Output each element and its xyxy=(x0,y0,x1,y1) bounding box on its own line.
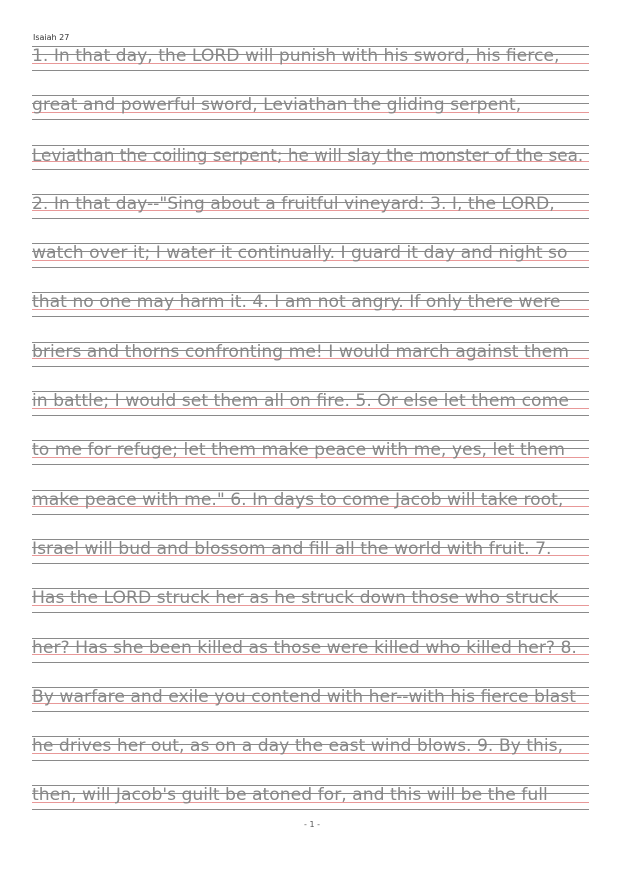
tracing-text-line: By warfare and exile you contend with her--with his fierce blast xyxy=(32,686,576,707)
guide-rule xyxy=(32,809,589,810)
guide-rule xyxy=(32,169,589,170)
guide-rule xyxy=(32,563,589,564)
practice-row xyxy=(32,687,589,736)
tracing-text-line: great and powerful sword, Leviathan the gliding serpent, xyxy=(32,95,522,116)
tracing-text-line: Leviathan the coiling serpent; he will slay the monster of the sea. xyxy=(32,144,584,165)
page-header: Isaiah 27 xyxy=(33,33,70,42)
practice-row xyxy=(32,588,589,637)
practice-row xyxy=(32,243,589,292)
practice-row xyxy=(32,95,589,144)
page-number: - 1 - xyxy=(304,820,320,829)
tracing-text-line: to me for refuge; let them make peace with me, yes, let them xyxy=(32,440,565,461)
tracing-text-line: that no one may harm it. 4. I am not angry. If only there were xyxy=(32,292,561,313)
guide-rule xyxy=(32,119,589,120)
guide-rule xyxy=(32,267,589,268)
guide-rule xyxy=(32,464,589,465)
tracing-text-line: her? Has she been killed as those were killed who killed her? 8. xyxy=(32,637,577,658)
practice-row xyxy=(32,391,589,440)
tracing-text-line: he drives her out, as on a day the east wind blows. 9. By this, xyxy=(32,736,564,757)
practice-row xyxy=(32,46,589,95)
tracing-text-line: then, will Jacob's guilt be atoned for, and this will be the full xyxy=(32,785,548,806)
tracing-text-line: Israel will bud and blossom and fill all the world with fruit. 7. xyxy=(32,538,552,559)
guide-rule xyxy=(32,415,589,416)
practice-row xyxy=(32,342,589,391)
practice-row xyxy=(32,145,589,194)
guide-rule xyxy=(32,514,589,515)
tracing-text-line: in battle; I would set them all on fire. 5. Or else let them come xyxy=(32,391,569,412)
guide-rule xyxy=(32,316,589,317)
guide-rule xyxy=(32,662,589,663)
guide-rule xyxy=(32,70,589,71)
practice-row xyxy=(32,440,589,489)
tracing-text-line: briers and thorns confronting me! I would march against them xyxy=(32,341,569,362)
practice-row xyxy=(32,539,589,588)
tracing-text-line: 2. In that day--"Sing about a fruitful vineyard: 3. I, the LORD, xyxy=(32,193,555,214)
guide-rule xyxy=(32,366,589,367)
guide-rule xyxy=(32,612,589,613)
tracing-text-line: 1. In that day, the LORD will punish with his sword, his fierce, xyxy=(32,46,560,66)
practice-row xyxy=(32,638,589,687)
guide-rule xyxy=(32,218,589,219)
practice-row xyxy=(32,490,589,539)
guide-rule xyxy=(32,760,589,761)
guide-rule xyxy=(32,711,589,712)
practice-row xyxy=(32,292,589,341)
practice-row xyxy=(32,736,589,785)
handwriting-practice-lines xyxy=(32,46,589,835)
practice-row xyxy=(32,194,589,243)
tracing-text-line: watch over it; I water it continually. I guard it day and night so xyxy=(32,243,568,264)
tracing-text-line: Has the LORD struck her as he struck down those who struck xyxy=(32,588,559,609)
tracing-text-line: make peace with me." 6. In days to come Jacob will take root, xyxy=(32,489,564,510)
